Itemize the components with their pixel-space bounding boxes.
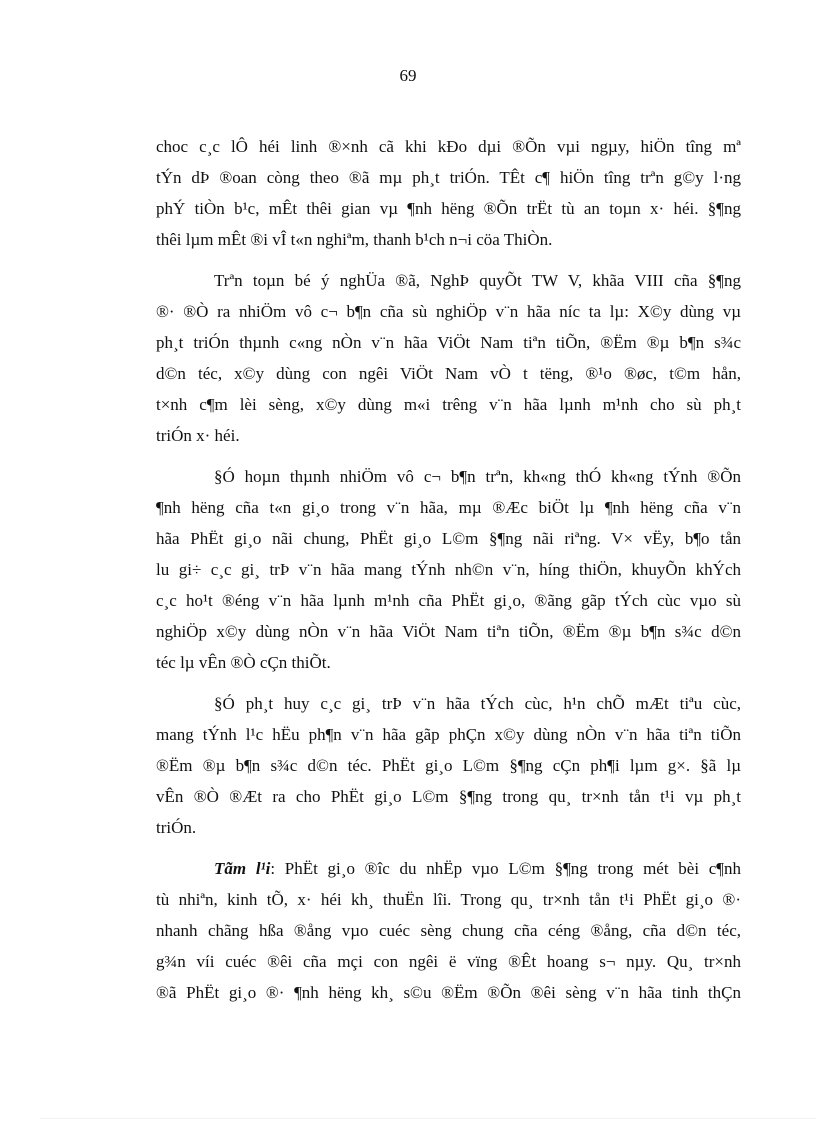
text-line: c¸c ho¹t ®éng v¨n hãa lµnh m¹nh cña PhËt gi¸o, ®ãng gãp tÝch cùc vµo sù: [156, 591, 741, 610]
text-line: phÝ tiÒn b¹c, mÊt thêi gian vµ ¶nh hëng ®Õn trËt tù an toµn x· héi. §¶ng: [156, 199, 741, 218]
text-fragment: : PhËt gi¸o ®îc du nhËp vµo L©m §¶ng trong mét bèi c¶nh: [270, 859, 741, 878]
paragraph-2: [156, 265, 741, 451]
paragraph-4: [156, 688, 741, 843]
text-line: lu gi÷ c¸c gi¸ trÞ v¨n hãa mang tÝnh nh©n v¨n, híng thiÖn, khuyÕn khÝch: [156, 560, 741, 579]
text-line: d©n téc, x©y dùng con ngêi ViÖt Nam vÒ t tëng, ®¹o ®øc, t©m hån,: [156, 364, 741, 383]
text-line: ®· ®Ò ra nhiÖm vô c¬ b¶n cña sù nghiÖp v¨n hãa níc ta lµ: X©y dùng vµ: [156, 302, 741, 321]
text-line: vÊn ®Ò ®Æt ra cho PhËt gi¸o L©m §¶ng trong qu¸ tr×nh tån t¹i vµ ph¸t: [156, 787, 741, 806]
text-line: triÓn x· héi.: [156, 426, 240, 445]
text-line-with-heading: [156, 853, 741, 884]
text-line: hãa PhËt gi¸o nãi chung, PhËt gi¸o L©m §¶ng nãi riªng. V× vËy, b¶o tån: [156, 529, 741, 548]
text-line: téc lµ vÊn ®Ò cÇn thiÕt.: [156, 653, 331, 672]
text-line: mang tÝnh l¹c hËu ph¶n v¨n hãa gãp phÇn x©y dùng nÒn v¨n hãa tiªn tiÕn: [156, 725, 741, 744]
text-line: thêi lµm mÊt ®i vÎ t«n nghiªm, thanh b¹ch n¬i cöa ThiÒn.: [156, 230, 553, 249]
page-number: 69: [399, 66, 417, 85]
text-line: ®Ëm ®µ b¶n s¾c d©n téc. PhËt gi¸o L©m §¶ng cÇn ph¶i lµm g×. §ã lµ: [156, 756, 741, 775]
text-line: triÓn.: [156, 818, 197, 837]
summary-heading: Tãm l¹i: [214, 859, 271, 878]
text-line: ®ã PhËt gi¸o ®· ¶nh hëng kh¸ s©u ®Ëm ®Õn ®êi sèng v¨n hãa tinh thÇn: [156, 983, 741, 1002]
text-line: nghiÖp x©y dùng nÒn v¨n hãa ViÖt Nam tiªn tiÕn, ®Ëm ®µ b¶n s¾c d©n: [156, 622, 741, 641]
text-line: nhanh chãng hßa ®ång vµo cuéc sèng chung cña céng ®ång, cña d©n téc,: [156, 921, 741, 940]
paragraph-1: [156, 131, 741, 255]
text-line: tÝn dÞ ®oan còng theo ®ã mµ ph¸t triÓn. TÊt c¶ hiÖn tîng trªn g©y l·ng: [156, 168, 741, 187]
text-line: t×nh c¶m lèi sèng, x©y dùng m«i trêng v¨n hãa lµnh m¹nh cho sù ph¸t: [156, 395, 741, 414]
text-line: g¾n víi cuéc ®êi cña mçi con ngêi ë vïng ®Êt hoang s¬ nµy. Qu¸ tr×nh: [156, 952, 741, 971]
text-line: Trªn toµn bé ý nghÜa ®ã, NghÞ quyÕt TW V, khãa VIII cña §¶ng: [214, 271, 741, 290]
page-bottom-edge: [40, 1118, 816, 1119]
text-line: ¶nh hëng cña t«n gi¸o trong v¨n hãa, mµ ®Æc biÖt lµ ¶nh hëng cña v¨n: [156, 498, 741, 517]
text-line: §Ó ph¸t huy c¸c gi¸ trÞ v¨n hãa tÝch cùc, h¹n chÕ mÆt tiªu cùc,: [214, 694, 741, 713]
text-line: ph¸t triÓn thµnh c«ng nÒn v¨n hãa ViÖt Nam tiªn tiÕn, ®Ëm ®µ b¶n s¾c: [156, 333, 741, 352]
paragraph-3: [156, 461, 741, 678]
paragraph-5: [156, 853, 741, 1008]
text-line: tù nhiªn, kinh tÕ, x· héi kh¸ thuËn lîi. Trong qu¸ tr×nh tån t¹i PhËt gi¸o ®·: [156, 890, 741, 909]
body-text: [156, 131, 741, 1018]
text-line: choc c¸c lÔ héi linh ®×nh cã khi kÐo dµi ®Õn vµi ngµy, hiÖn tîng mª: [156, 137, 741, 156]
text-line: §Ó hoµn thµnh nhiÖm vô c¬ b¶n trªn, kh«ng thÓ kh«ng tÝnh ®Õn: [214, 467, 741, 486]
